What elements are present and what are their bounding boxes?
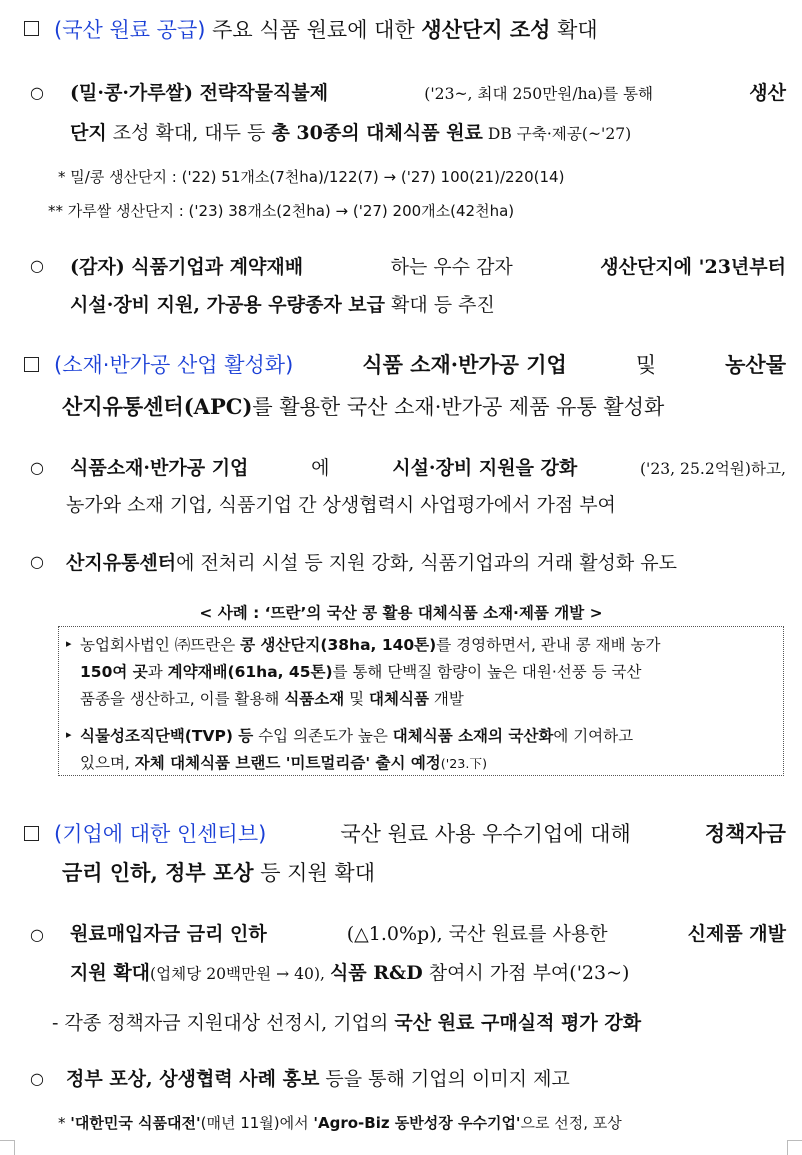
item-line: (밀·콩·가루쌀) 전략작물직불제 ('23~, 최대 250만원/ha)를 통해 생산 <box>70 82 786 104</box>
circle-bullet: ○ <box>30 925 44 944</box>
section-checkbox-1 <box>24 21 39 36</box>
note-line: * '대한민국 식품대전'(매년 11월)에서 'Agro-Biz 동반성장 우수기업'으로 선정, 포상 <box>58 1114 622 1132</box>
note-line: * 밀/콩 생산단지 : ('22) 51개소(7천ha)/122(7) → ('27) 100(21)/220(14) <box>58 168 565 186</box>
triangle-bullet: ▸ <box>66 637 72 650</box>
example-line: 식물성조직단백(TVP) 등 수입 의존도가 높은 대체식품 소재의 국산화에 기여하고 <box>80 727 634 745</box>
section-checkbox-3 <box>24 826 39 841</box>
circle-bullet: ○ <box>30 552 44 571</box>
section3-heading: (기업에 대한 인센티브) 국산 원료 사용 우수기업에 대해 정책자금 <box>54 821 786 846</box>
section2-heading: (소재·반가공 산업 활성화) 식품 소재·반가공 기업 및 농산물 <box>54 352 786 377</box>
note-line: ** 가루쌀 생산단지 : ('23) 38개소(2천ha) → ('27) 200개소(42천ha) <box>48 202 515 220</box>
item-line: 산지유통센터에 전처리 시설 등 지원 강화, 식품기업과의 거래 활성화 유도 <box>66 552 678 574</box>
item-line: 시설·장비 지원, 가공용 우량종자 보급 확대 등 추진 <box>70 294 495 316</box>
item-line: (감자) 식품기업과 계약재배 하는 우수 감자 생산단지에 '23년부터 <box>70 256 786 278</box>
example-line: 있으며, 자체 대체식품 브랜드 '미트멀리즘' 출시 예정('23.下) <box>80 754 488 772</box>
circle-bullet: ○ <box>30 458 44 477</box>
item-line: 농가와 소재 기업, 식품기업 간 상생협력시 사업평가에서 가점 부여 <box>66 494 616 516</box>
item-line: 식품소재·반가공 기업 에 시설·장비 지원을 강화 ('23, 25.2억원)하고, <box>70 457 786 479</box>
circle-bullet: ○ <box>30 256 44 275</box>
item-line: 지원 확대(업체당 20백만원 → 40), 식품 R&D 참여시 가점 부여('23~) <box>70 962 630 984</box>
example-line: 농업회사법인 ㈜뜨란은 콩 생산단지(38ha, 140톤)를 경영하면서, 관내 콩 재배 농가 <box>80 636 661 654</box>
section3-heading-line2: 금리 인하, 정부 포상 등 지원 확대 <box>62 860 376 885</box>
section1-label: (국산 원료 공급) <box>54 18 206 42</box>
example-line: 150여 곳과 계약재배(61ha, 45톤)를 통해 단백질 함량이 높은 대원·선풍 등 국산 <box>80 663 642 681</box>
section2-heading-line2: 산지유통센터(APC)를 활용한 국산 소재·반가공 제품 유통 활성화 <box>62 394 665 419</box>
section-checkbox-2 <box>24 357 39 372</box>
section1-heading: (국산 원료 공급) 주요 식품 원료에 대한 생산단지 조성 확대 <box>54 17 598 42</box>
item-line: 원료매입자금 금리 인하 (△1.0%p), 국산 원료를 사용한 신제품 개발 <box>70 923 786 945</box>
example-line: 품종을 생산하고, 이를 활용해 식품소재 및 대체식품 개발 <box>80 690 464 708</box>
item-line: 단지 조성 확대, 대두 등 총 30종의 대체식품 원료 DB 구축·제공(~'27) <box>70 122 632 144</box>
item-line: 정부 포상, 상생협력 사례 홍보 등을 통해 기업의 이미지 제고 <box>66 1068 570 1090</box>
circle-bullet: ○ <box>30 83 44 102</box>
circle-bullet: ○ <box>30 1069 44 1088</box>
example-title: < 사례 : ‘뜨란’의 국산 콩 활용 대체식품 소재·제품 개발 > <box>199 604 603 622</box>
page-corner-mark <box>787 1140 802 1155</box>
triangle-bullet: ▸ <box>66 728 72 741</box>
dash-line: - 각종 정책자금 지원대상 선정시, 기업의 국산 원료 구매실적 평가 강화 <box>52 1012 642 1034</box>
page-corner-mark <box>0 1140 15 1155</box>
